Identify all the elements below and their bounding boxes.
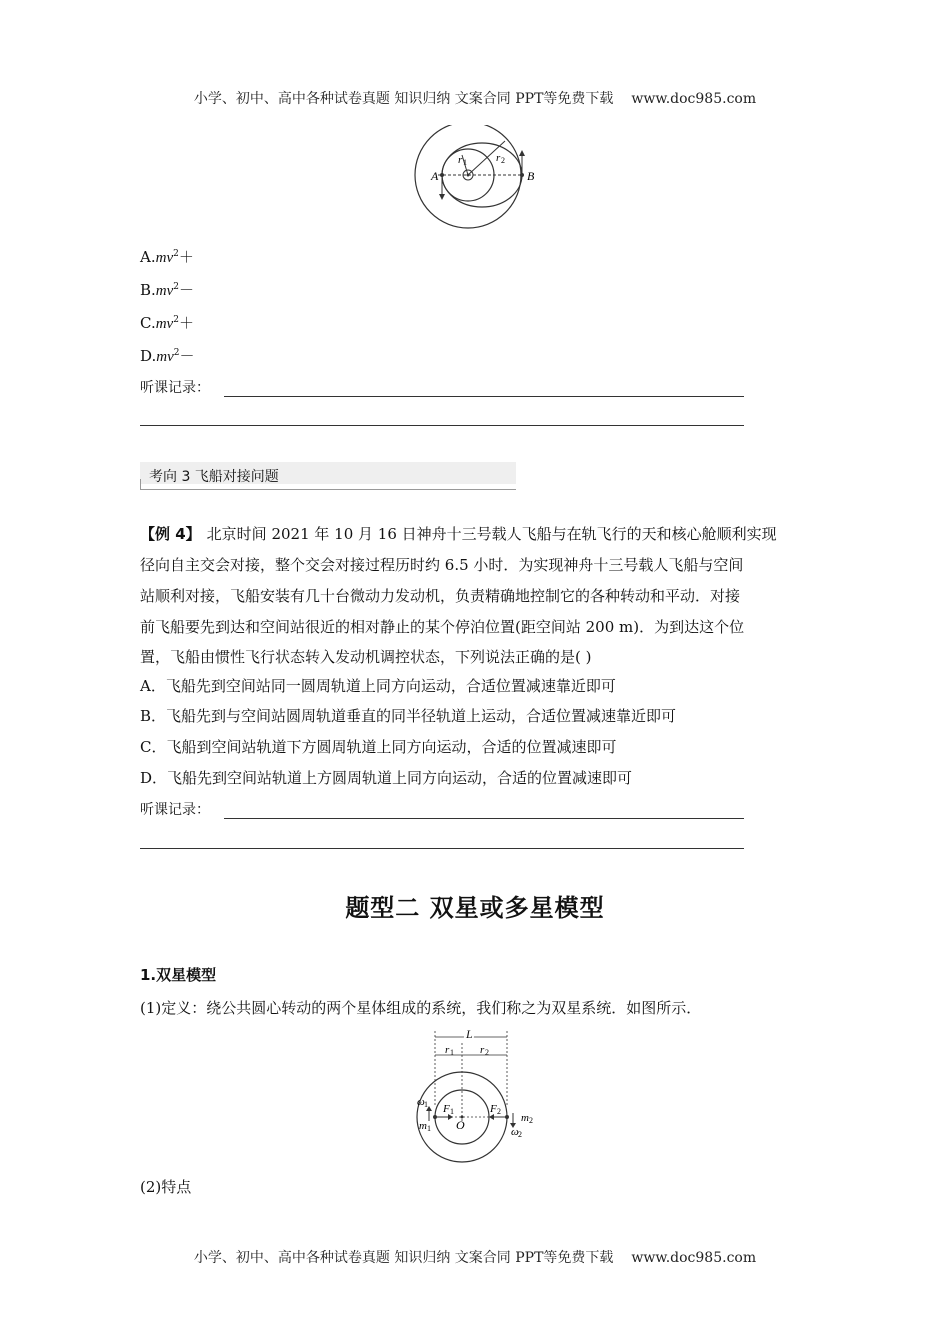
label-r1b-sub: 1 bbox=[450, 1048, 454, 1057]
label-r1-sub: 1 bbox=[463, 158, 467, 167]
notes-line-1a[interactable] bbox=[224, 396, 744, 397]
notes-line-2b[interactable] bbox=[140, 848, 744, 849]
label-omega2-sub: 2 bbox=[518, 1130, 522, 1139]
page-header bbox=[0, 88, 950, 108]
label-F2: F bbox=[490, 1103, 497, 1115]
label-F2-sub: 2 bbox=[497, 1107, 501, 1116]
label-m1-sub: 1 bbox=[427, 1124, 431, 1133]
arrowhead-a bbox=[439, 194, 445, 200]
label-omega1: ω bbox=[417, 1096, 425, 1108]
kaoxiang-box bbox=[140, 462, 516, 490]
footer-url[interactable]: www.doc985.com bbox=[631, 1250, 757, 1266]
notes-line-1b[interactable] bbox=[140, 425, 744, 426]
example-tag: 【例 4】 bbox=[140, 525, 201, 543]
option-a[interactable]: $A.mv^2+$ bbox=[140, 248, 194, 266]
label-m2-sub: 2 bbox=[529, 1116, 533, 1125]
label-b: B bbox=[527, 169, 535, 183]
option-d[interactable]: $D.mv^2-$ bbox=[140, 347, 195, 365]
label-m2: m bbox=[521, 1112, 529, 1124]
example4-option-b[interactable]: B．飞船先到与空间站圆周轨道垂直的同半径轨道上运动，合适位置减速靠近即可 bbox=[140, 707, 677, 725]
footer-text: 小学、初中、高中各种试卷真题 知识归纳 文案合同 PPT等免费下载 bbox=[193, 1250, 614, 1266]
label-r2b: r bbox=[480, 1044, 485, 1056]
example4-line-4: 前飞船要先到达和空间站很近的相对静止的某个停泊位置(距空间站 200 m)．为到达这个位 bbox=[140, 618, 745, 636]
label-F1: F bbox=[443, 1103, 450, 1115]
arrowhead-b bbox=[519, 150, 525, 156]
binary-features: (2)特点 bbox=[140, 1178, 192, 1196]
page-footer bbox=[0, 1247, 950, 1267]
binary-heading: 1.双星模型 bbox=[140, 966, 217, 984]
kaoxiang-underline bbox=[140, 489, 516, 490]
example4-option-d[interactable]: D．飞船先到空间站轨道上方圆周轨道上同方向运动，合适的位置减速即可 bbox=[140, 769, 633, 787]
header-url[interactable]: www.doc985.com bbox=[631, 91, 757, 107]
label-F1-sub: 1 bbox=[450, 1107, 454, 1116]
label-m1: m bbox=[419, 1120, 427, 1132]
orbit-transfer-figure bbox=[410, 125, 535, 230]
label-r2b-sub: 2 bbox=[485, 1048, 489, 1057]
label-a: A bbox=[431, 169, 439, 183]
option-c[interactable]: $C.mv^2+$ bbox=[140, 314, 194, 332]
label-r2-sub: 2 bbox=[501, 156, 505, 165]
point-b-dot bbox=[520, 173, 524, 177]
label-r1b: r bbox=[445, 1044, 450, 1056]
kaoxiang-label: 考向 3 飞船对接问题 bbox=[149, 469, 279, 485]
point-a-dot bbox=[440, 173, 444, 177]
header-text: 小学、初中、高中各种试卷真题 知识归纳 文案合同 PPT等免费下载 bbox=[193, 91, 614, 107]
example4-line-5: 置，飞船由惯性飞行状态转入发动机调控状态，下列说法正确的是( ) bbox=[140, 648, 592, 666]
option-b[interactable]: $B.mv^2-$ bbox=[140, 281, 195, 299]
example4-option-a[interactable]: A．飞船先到空间站同一圆周轨道上同方向运动，合适位置减速靠近即可 bbox=[140, 677, 616, 695]
label-O: O bbox=[456, 1118, 465, 1132]
label-omega2: ω bbox=[511, 1126, 519, 1138]
example4-line-3: 站顺利对接，飞船安装有几十台微动力发动机，负责精确地控制它的各种转动和平动．对接 bbox=[140, 587, 741, 605]
example4-line-2: 径向自主交会对接，整个交会对接过程历时约 6.5 小时．为实现神舟十三号载人飞船与空间 bbox=[140, 556, 744, 574]
example4-option-c[interactable]: C．飞船到空间站轨道下方圆周轨道上同方向运动，合适的位置减速即可 bbox=[140, 738, 617, 756]
binary-star-figure bbox=[410, 1025, 545, 1165]
example4-line-1: 【例 4】 北京时间 2021 年 10 月 16 日神舟十三号载人飞船与在轨飞行的天和核心舱顺利实现 bbox=[140, 525, 777, 543]
binary-definition: (1)定义：绕公共圆心转动的两个星体组成的系统，我们称之为双星系统．如图所示． bbox=[140, 999, 702, 1017]
kaoxiang-tick bbox=[140, 479, 141, 489]
section-title: 题型二 双星或多星模型 bbox=[345, 894, 605, 922]
label-omega1-sub: 1 bbox=[424, 1100, 428, 1109]
label-L: L bbox=[466, 1027, 473, 1041]
label-r1: r bbox=[458, 154, 463, 166]
notes-line-2a[interactable] bbox=[224, 818, 744, 819]
notes-label-1: 听课记录： bbox=[140, 380, 210, 396]
label-r2: r bbox=[496, 152, 501, 164]
notes-label-2: 听课记录： bbox=[140, 802, 210, 818]
